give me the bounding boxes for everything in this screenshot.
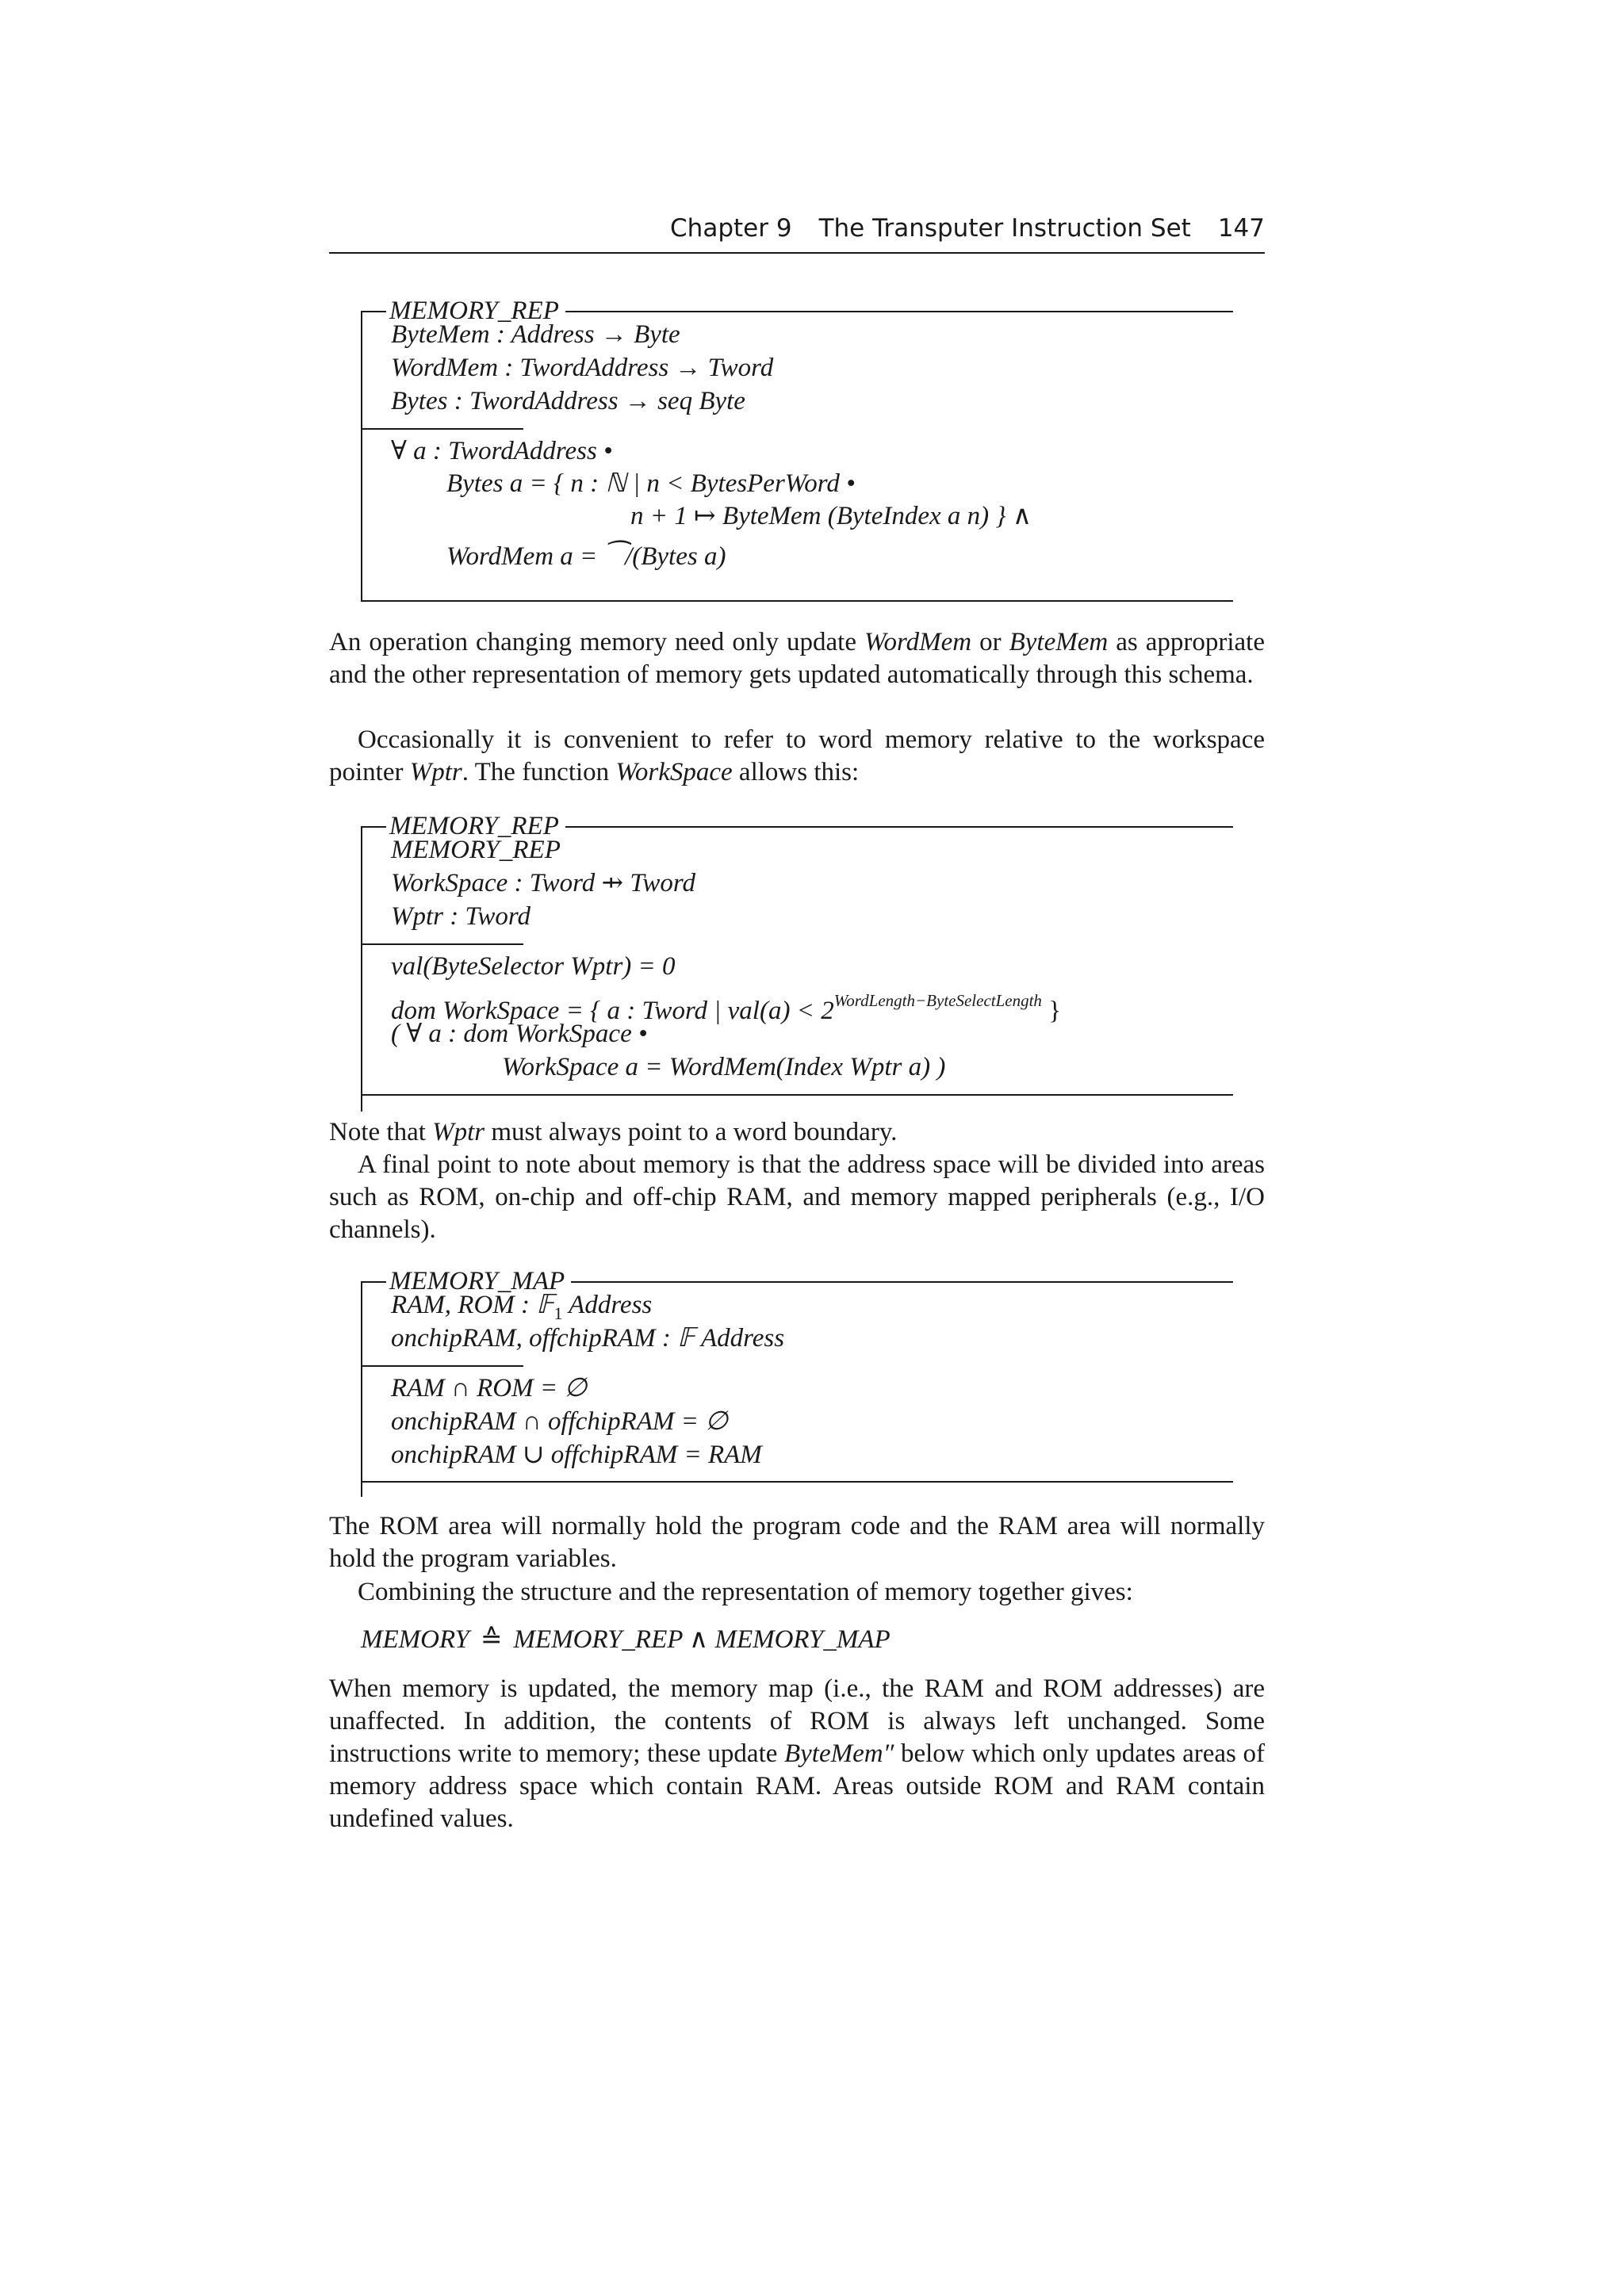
paragraph: When memory is updated, the memory map (i.e., the RAM and ROM addresses) are unaffected. In addition, the contents of ROM is always left unchanged. Some instructions write to memory; these update ByteMem″ below which only updates areas of memory address space which contain RAM. Areas outside ROM and RAM contain undefined values.	[329, 1674, 1265, 1833]
paragraph: Occasionally it is convenient to refer to word memory relative to the workspace pointer Wptr. The function WorkSpace allows this:	[329, 725, 1265, 786]
predicate-exponent: WordLength−ByteSelectLength	[833, 991, 1042, 1010]
schema-title: MEMORY_MAP	[386, 1265, 571, 1297]
declaration: ByteMem : Address → Byte	[391, 320, 680, 349]
declaration: RAM, ROM : 𝔽$_1$ Address	[391, 1291, 653, 1323]
declaration: WordMem : TwordAddress → Tword	[391, 354, 774, 382]
equation-rhs: MEMORY_REP ∧ MEMORY_MAP	[513, 1625, 891, 1654]
paragraph: A final point to note about memory is that the address space will be divided into areas such as ROM, on-chip and off-chip RAM, and memory mapped peripherals (e.g., I/O channels).	[329, 1150, 1265, 1244]
page-number: 147	[1217, 214, 1265, 243]
paragraph: An operation changing memory need only update WordMem or ByteMem as appropriate and the other representation of memory gets updated automatically through this schema.	[329, 628, 1266, 689]
schema-title: MEMORY_REP	[386, 295, 565, 327]
equation-operator: ≙	[480, 1625, 503, 1654]
schema-title: MEMORY_REP	[386, 810, 565, 842]
predicate: onchipRAM ∪ offchipRAM = RAM	[391, 1441, 762, 1469]
declaration: MEMORY_REP	[391, 836, 561, 864]
paragraph: The ROM area will normally hold the program code and the RAM area will normally hold the program variables.	[329, 1512, 1265, 1573]
predicate: val(ByteSelector Wptr) = 0	[391, 952, 676, 981]
predicate: RAM ∩ ROM = ∅	[391, 1374, 588, 1402]
declaration: Wptr : Tword	[391, 902, 531, 931]
schema-definition-equation	[361, 1624, 891, 1656]
paragraph: Note that Wptr must always point to a word boundary.	[329, 1118, 898, 1146]
predicate: ∀ a : TwordAddress •	[391, 437, 613, 465]
declaration: Bytes : TwordAddress → seq Byte	[391, 387, 745, 415]
predicate-base: dom WorkSpace = { a : Tword | val(a) < 2	[391, 997, 834, 1025]
declaration: WorkSpace : Tword ⇸ Tword	[391, 869, 695, 897]
predicate: onchipRAM ∩ offchipRAM = ∅	[391, 1407, 728, 1436]
predicate-close: }	[1048, 997, 1062, 1025]
chapter-label: Chapter 9	[670, 214, 792, 243]
paragraph: Combining the structure and the representation of memory together gives:	[358, 1578, 1133, 1606]
equation-lhs: MEMORY	[361, 1625, 469, 1654]
predicate: n + 1 ↦ ByteMem (ByteIndex a n) } ∧	[630, 502, 1032, 530]
schema-memory-map	[361, 1265, 1233, 1495]
chapter-title: The Transputer Instruction Set	[818, 214, 1191, 243]
predicate: WorkSpace a = WordMem(Index Wptr a) )	[502, 1053, 946, 1081]
schema-memory-rep	[361, 295, 1233, 604]
schema-memory-rep-workspace	[361, 810, 1233, 1096]
declaration: onchipRAM, offchipRAM : 𝔽 Address	[391, 1324, 785, 1353]
predicate: WordMem a = ⁀/(Bytes a)	[446, 542, 726, 571]
predicate: ( ∀ a : dom WorkSpace •	[391, 1020, 648, 1048]
running-header	[329, 214, 1265, 254]
predicate: Bytes a = { n : ℕ | n < BytesPerWord •	[446, 469, 856, 498]
